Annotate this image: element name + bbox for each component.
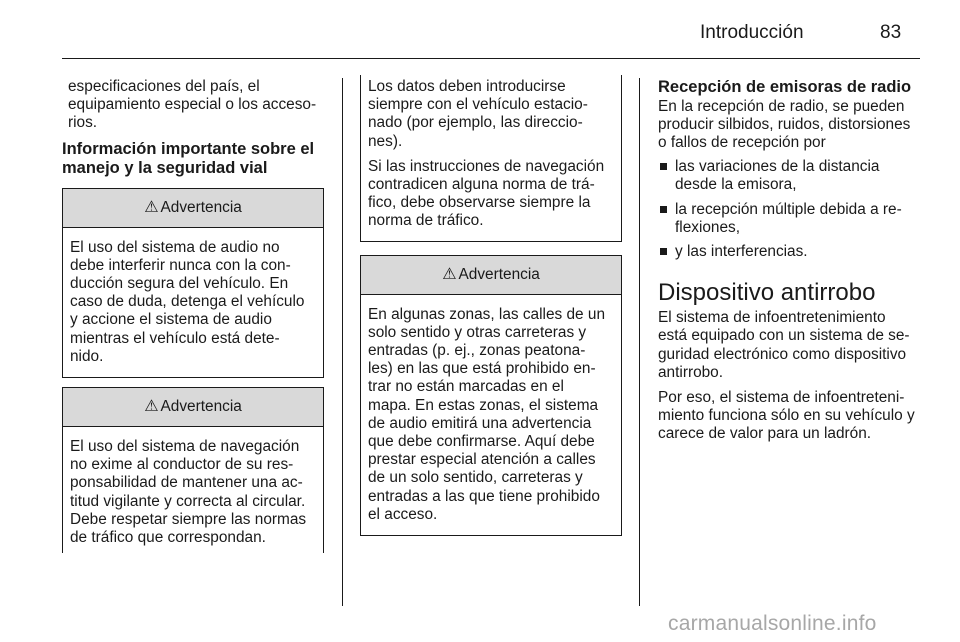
warning-header [63, 189, 323, 228]
running-header-title: Introducción [700, 22, 804, 43]
section-heading-safety [62, 140, 324, 179]
section-heading-radio-reception: Recepción de emisoras de radio [658, 78, 912, 96]
text-line: Por eso, el sistema de infoentreteni- [658, 388, 905, 406]
warning-triangle-icon: ⚠ [442, 265, 457, 283]
text-line: rios. [68, 114, 98, 132]
page-number: 83 [880, 22, 902, 43]
warning-body [63, 427, 323, 553]
warning-header [63, 388, 323, 427]
square-bullet-icon [660, 206, 667, 213]
text-line: ducción segura del vehículo. En [70, 275, 289, 293]
warning-box-audio [62, 188, 324, 378]
text-line: El uso del sistema de audio no [70, 238, 280, 256]
anti-theft-paragraph-1 [658, 309, 920, 382]
radio-paragraph [658, 98, 920, 153]
warning-triangle-icon: ⚠ [144, 397, 159, 415]
text-line: guridad electrónico como dispositivo [658, 345, 907, 363]
text-line: titud vigilante y correcta al circular. [70, 492, 306, 510]
text-line: de un solo sentido, carreteras y [368, 469, 583, 487]
text-line: En la recepción de radio, se pueden [658, 97, 905, 115]
text-line: mapa. En estas zonas, el sistema [368, 396, 599, 414]
warning-title: Advertencia [160, 198, 242, 216]
text-line: El uso del sistema de navegación [70, 438, 300, 456]
text-line: En algunas zonas, las calles de un [368, 305, 605, 323]
text-line: les) en las que está prohibido en- [368, 360, 596, 378]
list-item [658, 158, 920, 194]
text-line: nido. [70, 347, 104, 365]
text-line: nes). [368, 132, 403, 150]
text-line: especificaciones del país, el [68, 78, 260, 95]
text-line: solo sentido y otras carreteras y [368, 323, 587, 341]
column-3 [658, 78, 920, 444]
square-bullet-icon [660, 163, 667, 170]
text-line: carece de valor para un ladrón. [658, 425, 872, 443]
text-line: miento funciona sólo en su vehículo y [658, 407, 915, 425]
column-divider-1 [342, 78, 343, 606]
bullet-list [658, 158, 920, 261]
heading-line: manejo y la seguridad vial [62, 159, 268, 178]
text-line: debe interferir nunca con la con- [70, 256, 291, 274]
warning-body [361, 295, 621, 535]
warning-box-one-way-streets [360, 255, 622, 536]
text-line: fico, debe observarse siempre la [368, 194, 591, 212]
heading-line: Información importante sobre el [62, 139, 315, 158]
text-line: contradicen alguna norma de trá- [368, 176, 595, 194]
intro-paragraph [62, 78, 324, 133]
text-line: El sistema de infoentretenimiento [658, 309, 886, 327]
continued-paragraph-2 [368, 158, 614, 231]
text-line: las variaciones de la distancia [675, 158, 880, 176]
text-line: desde la emisora, [675, 176, 797, 194]
text-line: mientras el vehículo está dete- [70, 329, 280, 347]
text-line: la recepción múltiple debida a re- [675, 200, 902, 218]
text-line: que debe confirmarse. Aquí debe [368, 433, 595, 451]
text-line: Si las instrucciones de navegación [368, 157, 605, 175]
text-line: de audio emitirá una advertencia [368, 414, 592, 432]
list-item [658, 201, 920, 237]
warning-body [63, 228, 323, 377]
warning-box-navigation-continued [360, 75, 622, 242]
anti-theft-paragraph-2 [658, 389, 920, 444]
header-rule [62, 58, 920, 59]
text-line: o fallos de recepción por [658, 133, 826, 151]
text-line: ponsabilidad de mantener una ac- [70, 474, 303, 492]
text-line: y accione el sistema de audio [70, 311, 272, 329]
column-2 [360, 78, 622, 536]
text-line: no exime al conductor de su res- [70, 456, 294, 474]
text-line: norma de tráfico. [368, 212, 484, 230]
text-line: flexiones, [675, 218, 741, 236]
text-line: el acceso. [368, 505, 438, 523]
text-line: producir silbidos, ruidos, distorsiones [658, 115, 911, 133]
list-item [658, 243, 920, 261]
text-line: de tráfico que correspondan. [70, 529, 266, 547]
text-line: entradas a las que tiene prohibido [368, 487, 600, 505]
continued-paragraph-1 [368, 78, 614, 151]
section-heading-anti-theft: Dispositivo antirrobo [658, 279, 876, 307]
warning-box-navigation [62, 387, 324, 553]
text-line: siempre con el vehículo estacio- [368, 96, 588, 114]
column-1 [62, 78, 324, 553]
text-line: está equipado con un sistema de se- [658, 327, 910, 345]
text-line: Los datos deben introducirse [368, 78, 566, 95]
text-line: entradas (p. ej., zonas peatona- [368, 342, 586, 360]
text-line: Debe respetar siempre las normas [70, 510, 307, 528]
warning-header [361, 256, 621, 295]
column-divider-2 [639, 78, 640, 606]
text-line: trar no están marcadas en el [368, 378, 564, 396]
warning-title: Advertencia [160, 397, 242, 415]
watermark: carmanualsonline.info [668, 612, 877, 635]
warning-title: Advertencia [458, 265, 540, 283]
text-line: prestar especial atención a calles [368, 451, 596, 469]
text-line: y las interferencias. [675, 242, 808, 260]
square-bullet-icon [660, 248, 667, 255]
text-line: antirrobo. [658, 363, 724, 381]
warning-triangle-icon: ⚠ [144, 198, 159, 216]
text-line: nado (por ejemplo, las direccio- [368, 114, 583, 132]
text-line: caso de duda, detenga el vehículo [70, 293, 305, 311]
text-line: equipamiento especial o los acceso- [68, 96, 317, 114]
